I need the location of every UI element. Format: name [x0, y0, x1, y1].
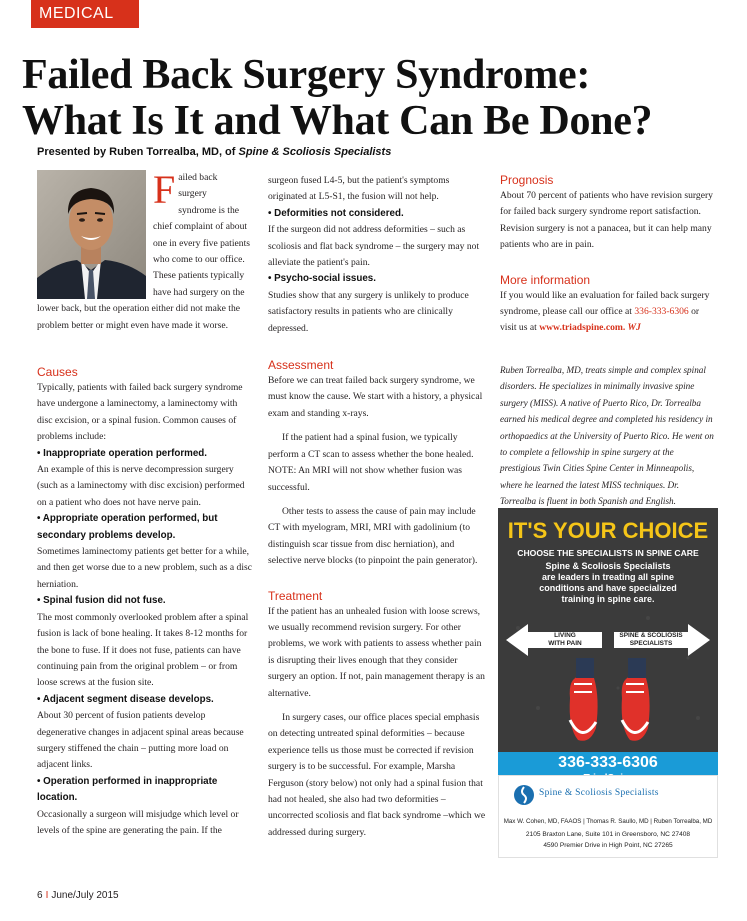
- more-info-text: [500, 288, 715, 337]
- arrow-left-label: [528, 632, 602, 648]
- spine-logo-icon: [513, 784, 535, 806]
- intro-line: These patients typically: [153, 270, 245, 282]
- footer-separator: I: [45, 890, 49, 901]
- bullet-text: About 30 percent of fusion patients develop degenerative changes in adjacent spinal areas because surgery stiffened the chain – putting more load on adjacent links.: [37, 710, 244, 771]
- issue-date: June/July 2015: [51, 890, 119, 901]
- ad-subhead: CHOOSE THE SPECIALISTS IN SPINE CARE: [517, 548, 699, 558]
- intro-line: ailed back: [178, 172, 218, 183]
- treatment-paragraph: If the patient has an unhealed fusion with loose screws, we usually recommend revision surgery. For other problems, we work with patients to assess whether pain is disrupting their lives enough that they consider surgery an option. If not, pain management therapy is an alternative.: [268, 605, 485, 699]
- ad-phone: 336-333-6306: [558, 754, 658, 771]
- page-number: 6: [37, 890, 43, 901]
- intro-indented-block: [37, 167, 255, 301]
- ad-footer: [498, 775, 718, 858]
- ad-body-line: training in spine care.: [561, 594, 655, 604]
- ad-headline: IT'S YOUR CHOICE: [507, 518, 709, 543]
- drop-cap: F: [153, 167, 176, 212]
- intro-line: surgery: [178, 188, 207, 200]
- bullet-text: An example of this is nerve decompression surgery (such as a laminectomy with disc excision) performed on a patient who does not have nerve pain.: [37, 464, 245, 508]
- more-info-text-b: or visit us at: [500, 306, 700, 334]
- ad-doctors: Max W. Cohen, MD, FAAOS | Thomas R. Saullo, MD | Ruben Torrealba, MD: [503, 818, 713, 825]
- author-bio: Ruben Torrealba, MD, treats simple and complex spinal disorders. He specializes in minimally invasive spine surgery (MISS). A native of Puerto Rico, Dr. Torrealba earned his medical degree and completed his residency in orthopaedics at the University of Puerto Rico. He went on to complete a fellowship in spine surgery at the prestigious Twin Cities Spine Center in Minneapolis, where he learned the latest MISS techniques. Dr. Torrealba is fluent in both Spanish and English.: [500, 365, 714, 507]
- intro-rest: lower back, but the operation either did not make the problem better or might even have made it worse.: [37, 303, 241, 331]
- intro-line: syndrome is the: [178, 204, 240, 216]
- ad-address-1: 2105 Braxton Lane, Suite 101 in Greensboro, NC 27408: [525, 831, 691, 838]
- causes-intro: Typically, patients with failed back surgery syndrome have undergone a laminectomy, a laminectomy with disc excision, or a spinal fusion. Common causes of problems include:: [37, 382, 243, 443]
- bullet-title: • Spinal fusion did not fuse.: [37, 595, 166, 607]
- arrow-right-line: SPINE & SCOLIOSIS: [619, 632, 683, 639]
- bullet-title: • Deformities not considered.: [268, 207, 404, 219]
- assessment-paragraph: If the patient had a spinal fusion, we typically perform a CT scan to assess whether the bone healed. NOTE: An MRI will not show whether fusion was successful.: [268, 432, 474, 493]
- causes-heading: Causes: [37, 365, 78, 379]
- bullet-text: If the surgeon did not address deformities – such as scoliosis and flat back syndrome – the surgery may not alleviate the patient's pain.: [268, 224, 480, 269]
- assessment-heading: Assessment: [268, 358, 334, 373]
- website-link[interactable]: www.triadspine.com.: [539, 322, 626, 334]
- bullet-text: Occasionally a surgeon will misjudge which level or levels of the spine are generating the pain. If the: [37, 808, 239, 836]
- byline-org: Spine & Scoliosis Specialists: [238, 146, 392, 158]
- treatment-heading: Treatment: [268, 588, 323, 603]
- bullet-text: Sometimes laminectomy patients get better for a while, and then get worse due to a new problem, such as a disc herniation.: [37, 546, 252, 590]
- prognosis-heading: Prognosis: [500, 173, 554, 187]
- arrow-right-label: [614, 632, 688, 648]
- bullet-title: • Adjacent segment disease develops.: [37, 693, 214, 705]
- more-info-text-a: If you would like an evaluation for failed back surgery syndrome, please call our office at: [500, 289, 710, 318]
- arrow-left-line: WITH PAIN: [548, 640, 582, 647]
- ad-address-2: 4590 Premier Drive in High Point, NC 27265: [543, 842, 673, 849]
- ad-body-line: Spine & Scoliosis Specialists: [545, 561, 671, 571]
- column-1: [37, 360, 255, 839]
- page-footer: [37, 890, 119, 901]
- intro-paragraph: [37, 167, 255, 334]
- column-2: [268, 173, 486, 841]
- headline: [22, 52, 742, 144]
- bullet-title: • Appropriate operation performed, but secondary problems develop.: [37, 513, 218, 541]
- column-3: [500, 168, 715, 337]
- intro-line: chief complaint of about: [153, 221, 248, 233]
- assessment-paragraph: Before we can treat failed back surgery syndrome, we must know the cause. We start with a history, a physical exam and standing x-rays.: [268, 375, 483, 419]
- bullet-text: The most commonly overlooked problem after a spinal fusion is lack of bone healing. It takes 8-12 months for the bone to fuse. If it does not fuse, patients can have continuing pain from the original problem – or from loose screws at the fusion site.: [37, 611, 249, 689]
- office-phone: 336-333-6306: [634, 306, 689, 318]
- ad-logo-text: Spine & Scoliosis Specialists: [539, 788, 659, 798]
- section-tag: MEDICAL: [31, 0, 139, 28]
- bullet-text: Studies show that any surgery is unlikely to produce satisfactory results in patients who are clinically depressed.: [268, 289, 469, 334]
- more-info-heading: More information: [500, 272, 591, 287]
- ad-body-line: conditions and have specialized: [539, 583, 677, 593]
- intro-line: have had surgery on the: [153, 286, 245, 298]
- intro-line: who come to our office.: [153, 254, 245, 266]
- continued-text: surgeon fused L4-5, but the patient's symptoms originated at L5-S1, the fusion will not help.: [268, 175, 450, 203]
- assessment-paragraph: Other tests to assess the cause of pain may include CT with myelogram, MRI, MRI with gadolinium (to distinguish scar tissue from disc herniation), and selective nerve blocks (to pinpoint the pain generator).: [268, 505, 478, 567]
- headline-line-2: What Is It and What Can Be Done?: [22, 98, 653, 144]
- byline: [37, 146, 391, 158]
- end-mark: WJ: [625, 322, 641, 334]
- bullet-title: • Operation performed in inappropriate location.: [37, 775, 218, 804]
- bullet-title: • Psycho-social issues.: [268, 273, 376, 285]
- arrow-right-line: SPECIALISTS: [629, 640, 673, 647]
- treatment-paragraph: In surgery cases, our office places special emphasis on detecting untreated spinal deformities – because experience tells us those must be corrected if revision surgery is to be successful. For example, Marsha Ferguson (story below) not only had a spinal fusion that had not healed, she also had two deformities – uncorrected scoliosis and flat back syndrome –which we addressed during surgery.: [268, 711, 486, 838]
- bullet-title: • Inappropriate operation performed.: [37, 447, 207, 459]
- arrow-left-line: LIVING: [554, 632, 576, 639]
- ad-body: [498, 561, 718, 605]
- ad-body-line: are leaders in treating all spine: [541, 572, 675, 582]
- prognosis-text: About 70 percent of patients who have revision surgery for failed back surgery syndrome report satisfaction. Revision surgery is not a panacea, but it can help many patients who are in pain.: [500, 190, 713, 251]
- intro-line: one in every five patients: [153, 237, 250, 249]
- headline-line-1: Failed Back Surgery Syndrome:: [22, 52, 591, 98]
- byline-prefix: Presented by Ruben Torrealba, MD, of: [37, 146, 239, 158]
